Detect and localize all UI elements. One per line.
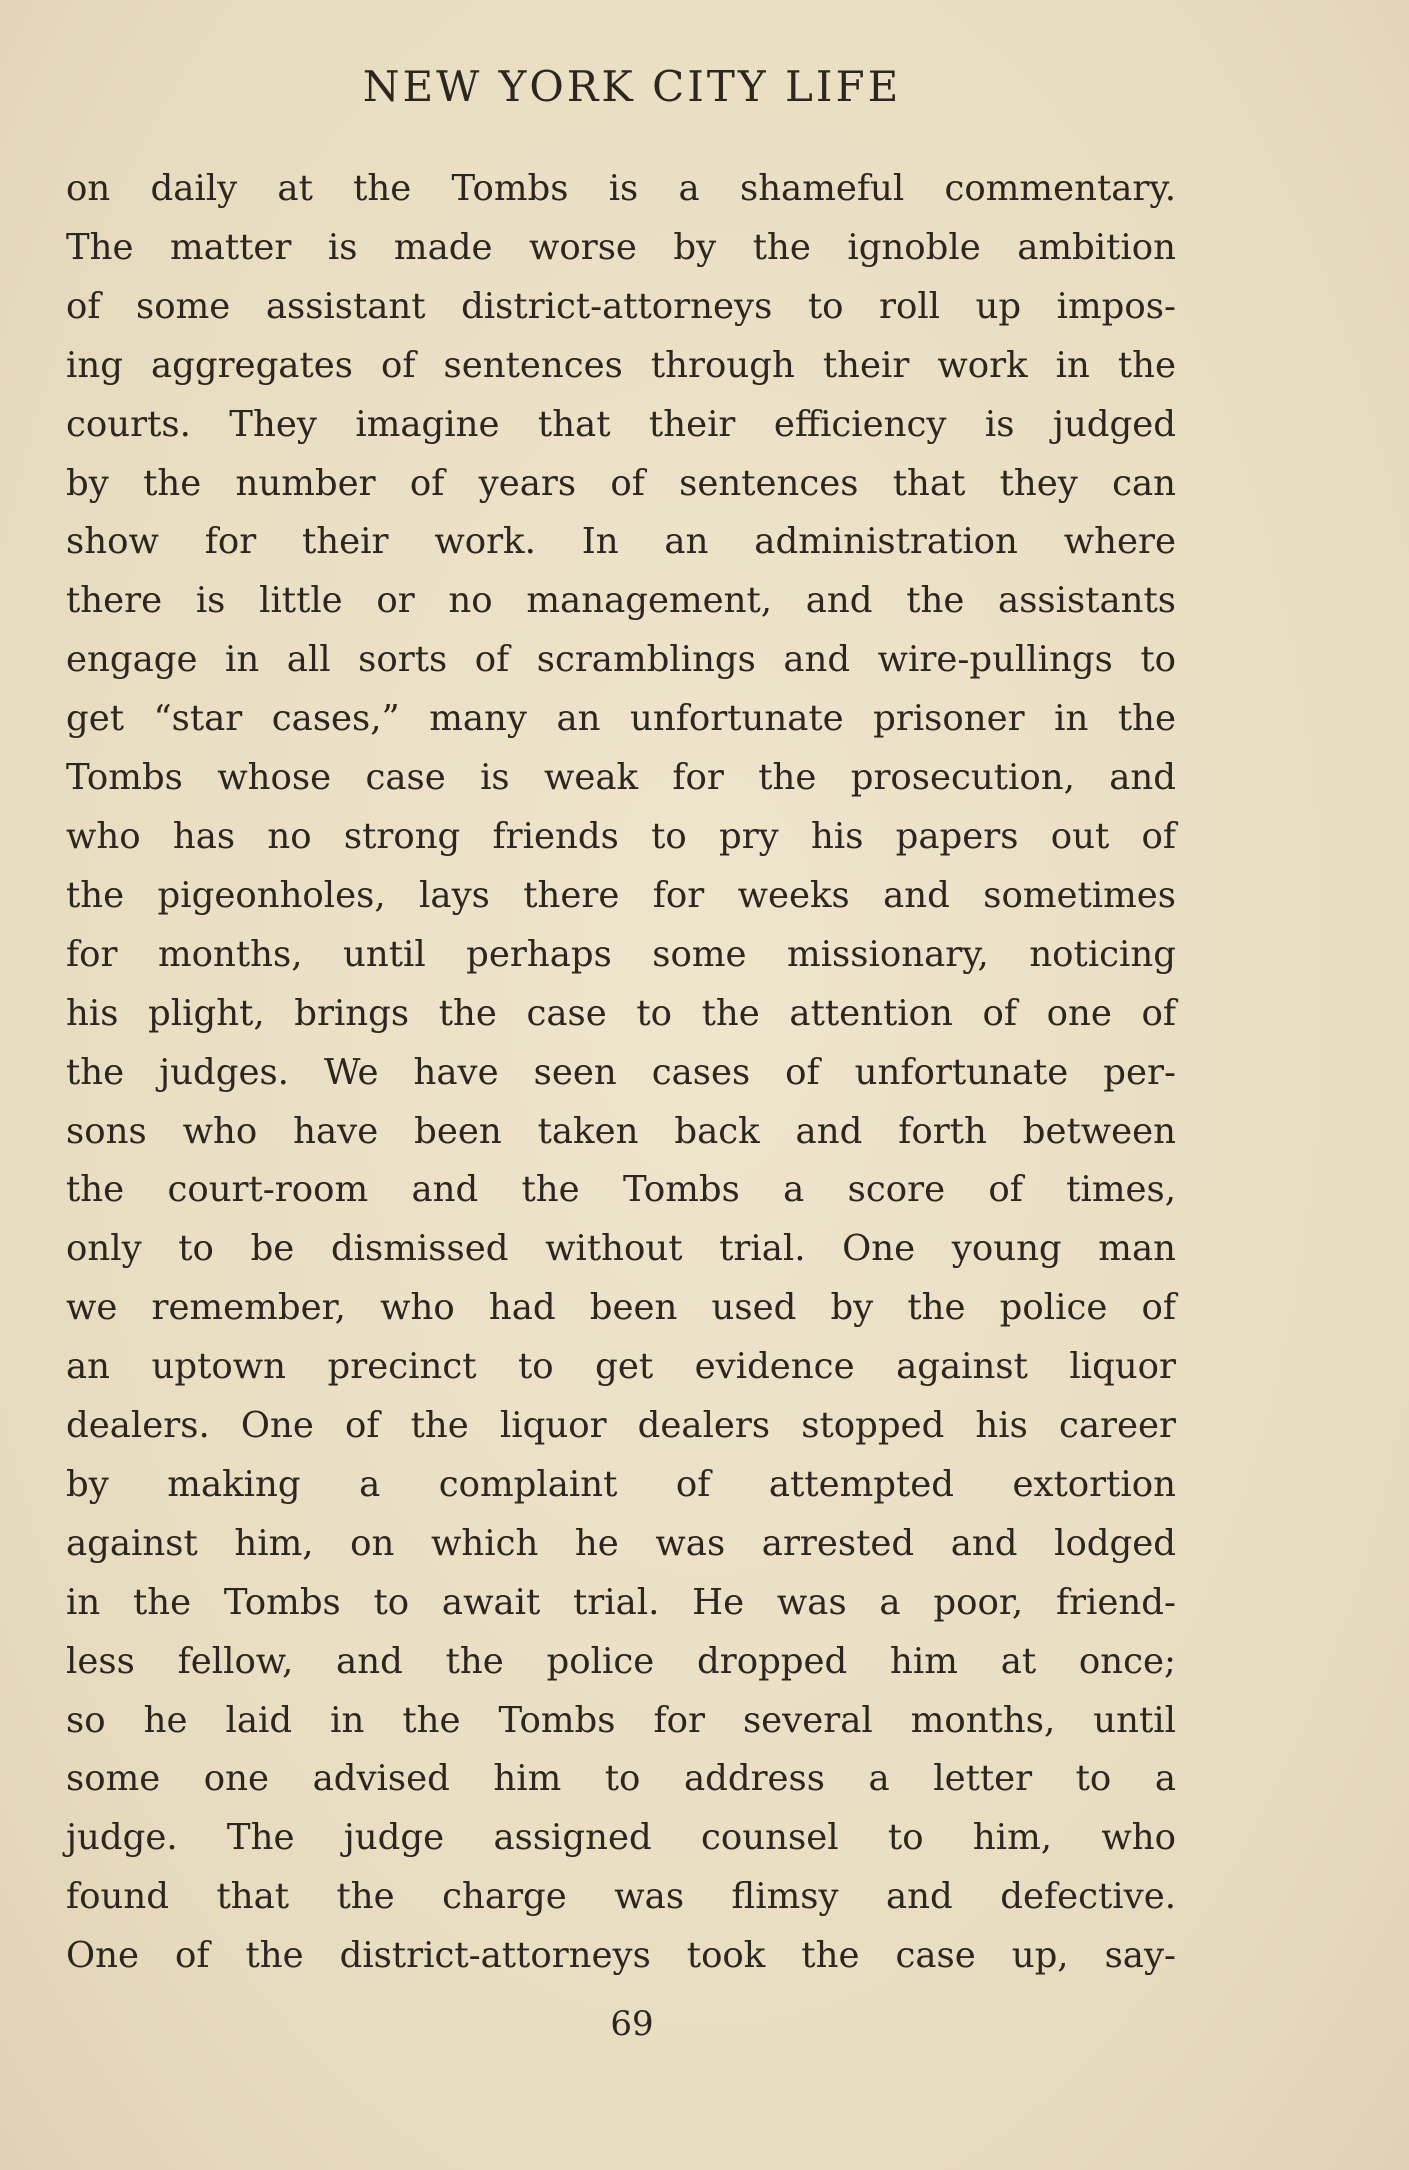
text-line: dealers. One of the liquor dealers stopped his career — [66, 1405, 1176, 1447]
text-line: sons who have been taken back and forth between — [66, 1110, 1176, 1152]
body-text — [66, 160, 1176, 1986]
text-line: One of the district-attorneys took the case up, say- — [66, 1935, 1176, 1977]
text-line: the pigeonholes, lays there for weeks and sometimes — [66, 874, 1176, 916]
text-line: show for their work. In an administration where — [66, 521, 1176, 563]
text-line: get “star cases,” many an unfortunate prisoner in the — [66, 698, 1176, 740]
text-line: only to be dismissed without trial. One young man — [66, 1228, 1176, 1270]
text-line: an uptown precinct to get evidence against liquor — [66, 1346, 1176, 1388]
text-line: there is little or no management, and the assistants — [66, 580, 1176, 622]
text-line: the court-room and the Tombs a score of times, — [66, 1169, 1176, 1211]
text-line: in the Tombs to await trial. He was a poor, friend- — [66, 1581, 1176, 1623]
text-line: the judges. We have seen cases of unfortunate per- — [66, 1051, 1176, 1093]
text-line: some one advised him to address a letter to a — [66, 1758, 1176, 1800]
text-line: engage in all sorts of scramblings and wire-pullings to — [66, 639, 1176, 681]
text-line: against him, on which he was arrested and lodged — [66, 1522, 1176, 1564]
text-line: judge. The judge assigned counsel to him, who — [66, 1817, 1176, 1859]
text-line: we remember, who had been used by the police of — [66, 1287, 1176, 1329]
text-line: courts. They imagine that their efficiency is judged — [66, 403, 1176, 445]
text-line: found that the charge was flimsy and defective. — [66, 1876, 1176, 1918]
text-line: less fellow, and the police dropped him at once; — [66, 1640, 1176, 1682]
text-line: on daily at the Tombs is a shameful commentary. — [66, 168, 1176, 209]
text-line: for months, until perhaps some missionary, noticing — [66, 933, 1176, 975]
text-line: so he laid in the Tombs for several months, until — [66, 1699, 1176, 1741]
text-line: by making a complaint of attempted extortion — [66, 1463, 1176, 1505]
text-line: of some assistant district-attorneys to roll up impos- — [66, 285, 1176, 327]
text-line: Tombs whose case is weak for the prosecution, and — [66, 757, 1176, 799]
text-line: by the number of years of sentences that they can — [66, 462, 1176, 504]
running-head: NEW YORK CITY LIFE — [362, 62, 902, 111]
text-line: who has no strong friends to pry his papers out of — [66, 815, 1176, 857]
text-line: his plight, brings the case to the attention of one of — [66, 992, 1176, 1034]
text-line: The matter is made worse by the ignoble ambition — [66, 226, 1176, 268]
text-line: ing aggregates of sentences through their work in the — [66, 344, 1176, 386]
page-number: 69 — [610, 2004, 654, 2044]
